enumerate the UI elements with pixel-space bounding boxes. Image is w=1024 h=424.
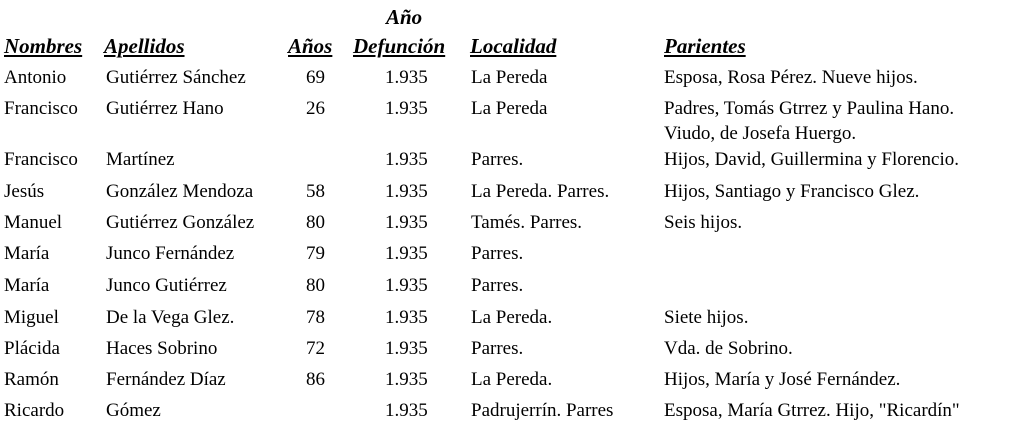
cell-ano: 1.935	[385, 181, 428, 202]
table-row	[0, 308, 1024, 339]
cell-apellidos: González Mendoza	[106, 181, 254, 202]
header-localidad: Localidad	[470, 34, 557, 58]
table-row	[0, 150, 1024, 181]
header-defuncion: Defunción	[353, 34, 446, 58]
cell-apellidos: Gómez	[106, 400, 161, 421]
cell-anos: 80	[306, 212, 325, 233]
cell-parientes: Esposa, Rosa Pérez. Nueve hijos.	[664, 67, 918, 88]
cell-apellidos: De la Vega Glez.	[106, 307, 235, 328]
table-row	[0, 339, 1024, 370]
cell-nombre: María	[4, 243, 50, 264]
cell-apellidos: Junco Gutiérrez	[106, 275, 227, 296]
cell-nombre: Plácida	[4, 338, 60, 359]
table-row	[0, 68, 1024, 99]
table-row	[0, 213, 1024, 244]
cell-localidad: Parres.	[471, 275, 524, 296]
cell-ano: 1.935	[385, 338, 428, 359]
cell-nombre: Ramón	[4, 369, 59, 390]
table-row	[0, 401, 1024, 423]
cell-ano: 1.935	[385, 400, 428, 421]
cell-nombre: Antonio	[4, 67, 67, 88]
cell-parientes: Hijos, Santiago y Francisco Glez.	[664, 181, 920, 202]
cell-ano: 1.935	[385, 369, 428, 390]
cell-apellidos: Junco Fernández	[106, 243, 235, 264]
table-row	[0, 276, 1024, 307]
cell-ano: 1.935	[385, 243, 428, 264]
cell-ano: 1.935	[385, 307, 428, 328]
table-row	[0, 370, 1024, 401]
cell-anos: 72	[306, 338, 325, 359]
header-nombres: Nombres	[4, 34, 83, 58]
cell-localidad: La Pereda.	[471, 369, 553, 390]
cell-nombre: Ricardo	[4, 400, 65, 421]
table-row	[0, 244, 1024, 275]
cell-parientes: Vda. de Sobrino.	[664, 338, 793, 359]
cell-nombre: Francisco	[4, 98, 78, 119]
cell-localidad: Parres.	[471, 243, 524, 264]
cell-anos: 58	[306, 181, 325, 202]
cell-localidad: La Pereda. Parres.	[471, 181, 610, 202]
cell-nombre: Francisco	[4, 149, 78, 170]
cell-apellidos: Gutiérrez Hano	[106, 98, 224, 119]
cell-nombre: Jesús	[4, 181, 45, 202]
cell-anos: 78	[306, 307, 325, 328]
header-anos: Años	[288, 34, 333, 58]
cell-localidad: La Pereda	[471, 67, 548, 88]
cell-nombre: Miguel	[4, 307, 59, 328]
cell-parientes: Padres, Tomás Gtrrez y Paulina Hano.	[664, 98, 955, 119]
cell-anos: 79	[306, 243, 325, 264]
cell-nombre: Manuel	[4, 212, 63, 233]
cell-ano: 1.935	[385, 149, 428, 170]
cell-localidad: Padrujerrín. Parres	[471, 400, 614, 421]
cell-ano: 1.935	[385, 98, 428, 119]
cell-apellidos: Gutiérrez González	[106, 212, 255, 233]
cell-anos: 86	[306, 369, 325, 390]
cell-parientes-extra: Viudo, de Josefa Huergo.	[664, 123, 857, 144]
cell-nombre: María	[4, 275, 50, 296]
cell-localidad: Parres.	[471, 149, 524, 170]
cell-localidad: Tamés. Parres.	[471, 212, 583, 233]
cell-ano: 1.935	[385, 212, 428, 233]
cell-parientes: Hijos, María y José Fernández.	[664, 369, 901, 390]
cell-parientes: Hijos, David, Guillermina y Florencio.	[664, 149, 959, 170]
cell-localidad: La Pereda.	[471, 307, 553, 328]
header-ano-top: Año	[386, 5, 423, 29]
cell-anos: 69	[306, 67, 325, 88]
cell-apellidos: Fernández Díaz	[106, 369, 226, 390]
cell-apellidos: Haces Sobrino	[106, 338, 218, 359]
cell-parientes: Seis hijos.	[664, 212, 743, 233]
header-parientes: Parientes	[664, 34, 746, 58]
header-apellidos: Apellidos	[104, 34, 185, 58]
cell-apellidos: Martínez	[106, 149, 175, 170]
cell-anos: 26	[306, 98, 325, 119]
cell-ano: 1.935	[385, 67, 428, 88]
cell-apellidos: Gutiérrez Sánchez	[106, 67, 246, 88]
cell-anos: 80	[306, 275, 325, 296]
cell-parientes: Esposa, María Gtrrez. Hijo, "Ricardín"	[664, 400, 960, 421]
cell-localidad: La Pereda	[471, 98, 548, 119]
table-row	[0, 99, 1024, 130]
cell-parientes: Siete hijos.	[664, 307, 749, 328]
cell-ano: 1.935	[385, 275, 428, 296]
table-row	[0, 182, 1024, 213]
cell-localidad: Parres.	[471, 338, 524, 359]
